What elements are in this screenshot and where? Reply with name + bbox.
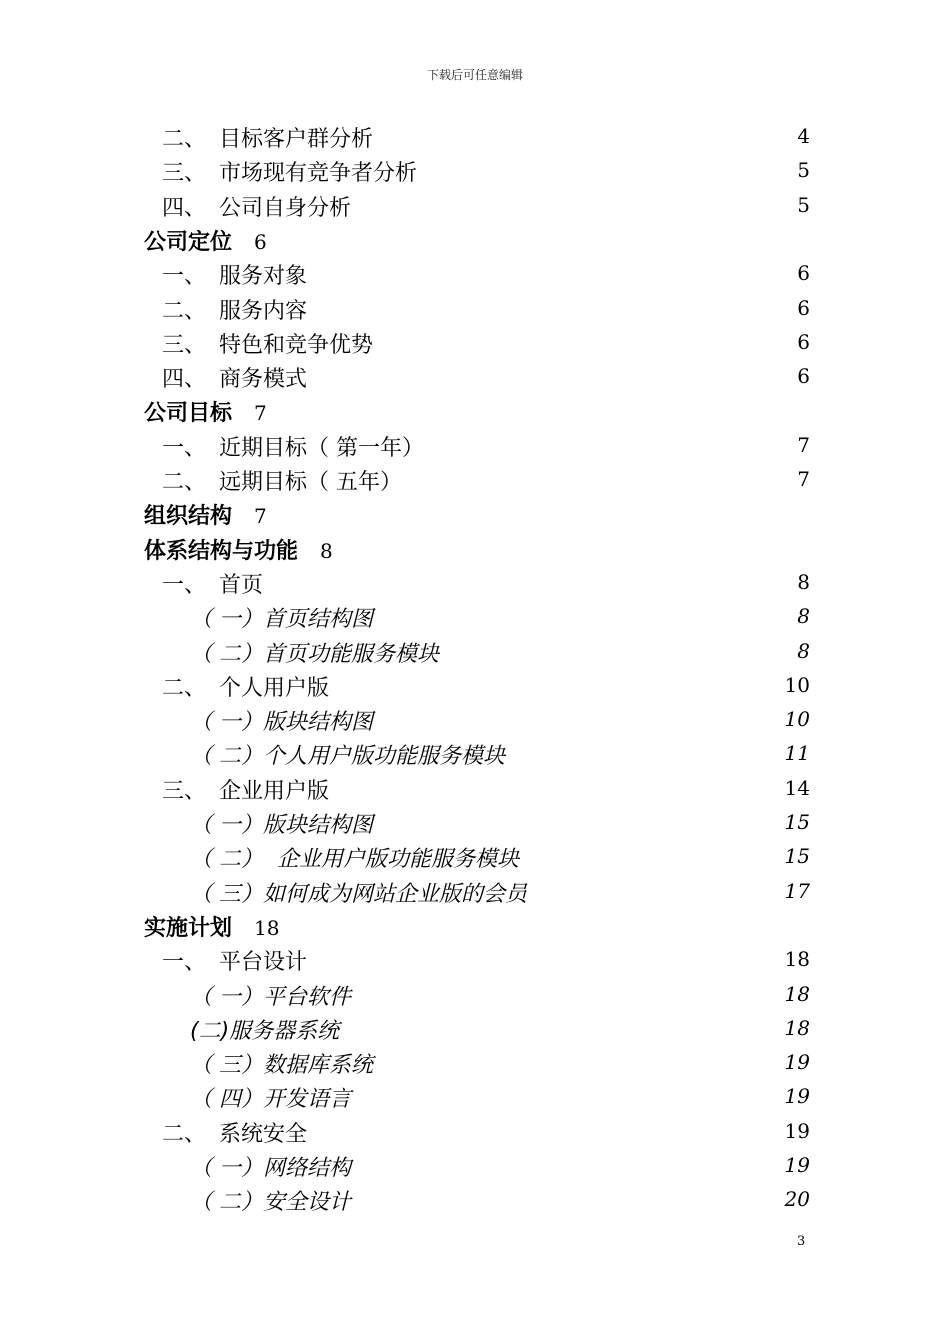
toc-section-number: 一、 [162,572,207,598]
toc-entry[interactable] [0,257,950,291]
toc-page-number: 7 [254,504,267,529]
toc-subsection-title: （ 一）版块结构图 [190,813,373,838]
toc-section-title: 平台设计 [219,950,308,976]
toc-page-number: 6 [797,261,810,286]
toc-page-number: 8 [797,638,810,663]
toc-entry[interactable] [0,635,950,669]
toc-chapter-title [144,396,267,427]
toc-entry[interactable] [0,463,950,497]
toc-section-title: 服务对象 [219,264,308,290]
toc-section-number: 一、 [162,264,207,290]
toc-entry[interactable] [0,189,950,223]
toc-page-number: 7 [797,432,810,457]
toc-page-number: 19 [784,1050,810,1075]
toc-subsection-title: (二)服务器系统 [190,1018,340,1044]
toc-section-number: 三、 [162,161,207,187]
toc-entry[interactable] [0,943,950,977]
toc-section-number: 二、 [162,298,207,324]
toc-page-number: 18 [254,915,280,940]
toc-entry[interactable] [0,223,950,257]
toc-page-number: 18 [784,981,810,1006]
toc-entry[interactable] [0,360,950,394]
toc-section-number: 二、 [162,470,207,495]
toc-chapter-title [144,534,333,565]
toc-page-number: 6 [254,229,267,254]
toc-entry[interactable] [0,120,950,154]
toc-section-title: 公司自身分析 [219,195,352,221]
toc-chapter-title [144,911,279,942]
toc-section-number: 四、 [162,367,207,393]
toc-subsection-title: （ 二）安全设计 [190,1190,351,1216]
toc-subsection-title: （ 一）平台软件 [190,984,351,1010]
toc-entry[interactable] [0,394,950,428]
toc-page-number: 20 [784,1187,810,1212]
toc-entry[interactable] [0,429,950,463]
toc-entry[interactable] [0,978,950,1012]
toc-page-number: 11 [784,741,810,766]
toc-page-number: 10 [784,672,810,697]
toc-chapter-title [144,225,267,256]
toc-page-number: 8 [320,538,333,563]
toc-entry[interactable] [0,532,950,566]
toc-entry[interactable] [0,669,950,703]
toc-page-number: 8 [797,604,810,629]
toc-page-number: 15 [784,844,810,869]
toc-page-number: 19 [784,1153,810,1177]
toc-entry[interactable] [0,497,950,531]
toc-entry[interactable] [0,1080,950,1114]
toc-section-number: 三、 [162,332,207,358]
toc-page-number: 19 [784,1118,810,1143]
toc-page-number: 19 [784,1084,810,1109]
toc-section-number: 三、 [162,778,207,804]
toc-page-number: 14 [784,775,810,800]
toc-page-number: 8 [797,569,810,594]
toc-entry[interactable] [0,326,950,360]
toc-section-title: 远期目标（ 五年） [219,470,402,495]
toc-entry[interactable] [0,154,950,188]
toc-section-title: 首页 [219,572,264,598]
toc-section-title: 个人用户版 [219,675,330,701]
toc-page-number: 10 [784,707,810,732]
page-number: 3 [797,1234,806,1249]
toc-section-number: 二、 [162,127,207,152]
toc-chapter-text: 公司定位 [144,229,233,255]
toc-page-number: 5 [797,192,810,217]
toc-entry[interactable] [0,737,950,771]
toc-subsection-title: （ 三）如何成为网站企业版的会员 [190,881,527,907]
toc-chapter-title [144,499,267,530]
toc-page-number: 7 [797,467,810,491]
toc-subsection-title: （ 二）首页功能服务模块 [190,641,439,667]
toc-entry[interactable] [0,840,950,874]
toc-subsection-title: （ 二） 企业用户版功能服务模块 [190,847,519,873]
toc-section-number: 二、 [162,1121,207,1147]
toc-entry[interactable] [0,292,950,326]
toc-page-number: 18 [784,947,810,972]
toc-subsection-title: （ 一）网络结构 [190,1156,351,1181]
toc-section-number: 二、 [162,675,207,701]
toc-subsection-title: （ 一）首页结构图 [190,607,373,633]
toc-section-title: 企业用户版 [219,778,330,804]
toc-section-title: 特色和竞争优势 [219,332,374,358]
toc-entry[interactable] [0,909,950,943]
toc-section-title: 系统安全 [219,1121,308,1147]
toc-section-title: 目标客户群分析 [219,127,374,152]
toc-section-title: 服务内容 [219,298,308,324]
toc-entry[interactable] [0,772,950,806]
toc-entry[interactable] [0,1115,950,1149]
toc-subsection-title: （ 四）开发语言 [190,1087,351,1113]
toc-page-number: 4 [797,124,810,148]
toc-entry[interactable] [0,703,950,737]
toc-section-title: 市场现有竞争者分析 [219,161,418,187]
toc-page-number: 6 [797,364,810,389]
toc-chapter-text: 组织结构 [144,504,233,530]
toc-subsection-title: （ 一）版块结构图 [190,710,373,736]
toc-page-number: 6 [797,329,810,354]
toc-page-number: 15 [784,810,810,834]
toc-chapter-text: 体系结构与功能 [144,538,299,564]
toc-entry[interactable] [0,1012,950,1046]
toc-page-number: 5 [797,158,810,183]
toc-section-number: 一、 [162,950,207,976]
toc-chapter-text: 公司目标 [144,401,233,427]
toc-entry[interactable] [0,1046,950,1080]
toc-section-number: 四、 [162,195,207,221]
toc-page-number: 18 [784,1015,810,1040]
toc-subsection-title: （ 二）个人用户版功能服务模块 [190,744,505,770]
toc-section-title: 商务模式 [219,367,308,393]
toc-page-number: 6 [797,295,810,320]
toc-entry[interactable] [0,566,950,600]
toc-page-number: 7 [254,401,267,426]
toc-entry[interactable] [0,1183,950,1217]
toc-subsection-title: （ 三）数据库系统 [190,1053,373,1079]
toc-section-number: 一、 [162,435,207,461]
toc-page-number: 17 [784,878,810,903]
toc-entry[interactable] [0,875,950,909]
toc-entry[interactable] [0,600,950,634]
toc-entry[interactable] [0,1149,950,1183]
toc-chapter-text: 实施计划 [144,915,233,941]
toc-entry[interactable] [0,806,950,840]
toc-section-title: 近期目标（ 第一年） [219,435,424,461]
page-header: 下载后可任意编辑 [426,68,523,82]
